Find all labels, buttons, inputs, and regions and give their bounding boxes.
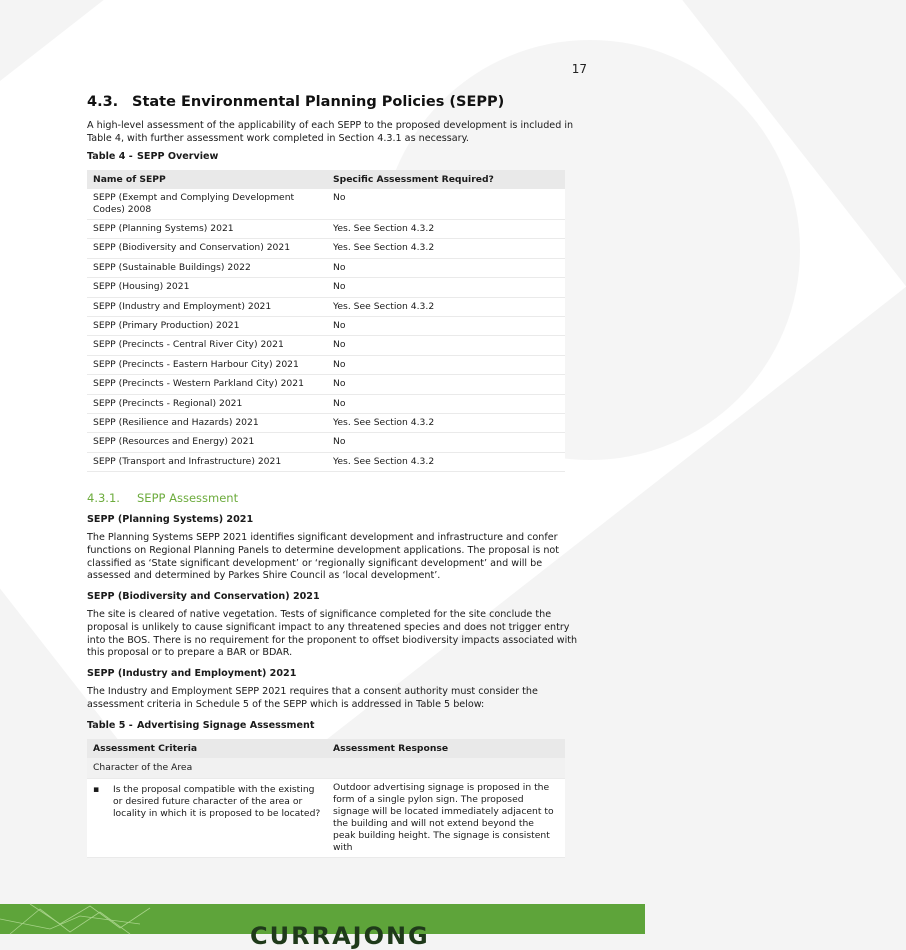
page-number: 17: [571, 62, 587, 76]
sepp-name-cell: SEPP (Precincts - Eastern Harbour City) 2021: [87, 355, 327, 374]
bullet-icon: ▪: [93, 783, 100, 795]
table-row: [87, 355, 565, 374]
table-row: [87, 239, 565, 258]
table-row: [87, 258, 565, 277]
table-row: [87, 189, 565, 220]
section-number: 4.3.: [87, 94, 119, 110]
table-row: [87, 336, 565, 355]
table-row: [87, 758, 565, 778]
sepp-name-cell: SEPP (Resources and Energy) 2021: [87, 433, 327, 452]
table4-label: Table 4 -: [87, 151, 133, 162]
table-row: [87, 433, 565, 452]
table5-criterion-cell: [87, 778, 327, 857]
sepp-name-cell: SEPP (Housing) 2021: [87, 278, 327, 297]
advertising-signage-table: [87, 739, 565, 858]
assessment-required-cell: Yes. See Section 4.3.2: [327, 297, 565, 316]
sepp-name-cell: SEPP (Industry and Employment) 2021: [87, 297, 327, 316]
table-row: [87, 220, 565, 239]
table5-caption: [87, 720, 314, 731]
table4-caption-text: SEPP Overview: [137, 151, 219, 162]
section-heading: [87, 94, 504, 110]
table4-header-required: Specific Assessment Required?: [327, 170, 565, 189]
section-intro: A high-level assessment of the applicability of each SEPP to the proposed development is included in Table 4, with further assessment work completed in Section 4.3.1 as necessary.: [87, 120, 574, 144]
block-heading-planning-systems: SEPP (Planning Systems) 2021: [87, 514, 254, 525]
assessment-required-cell: No: [327, 355, 565, 374]
block-text-biodiversity: The site is cleared of native vegetation. Tests of significance completed for the site conclude the proposal is unlikely to cause significant impact to any threatened species and does not trigger entry into the BOS. There is no requirement for the proponent to offset biodiversity impacts associated with this proposal or to prepare a BAR or BDAR.: [87, 609, 578, 659]
table5-label: Table 5 -: [87, 720, 133, 731]
table5-criterion-text: Is the proposal compatible with the existing or desired future character of the area or locality in which it is proposed to be located?: [113, 783, 321, 819]
block-text-planning-systems: The Planning Systems SEPP 2021 identifies significant development and infrastructure and confer functions on Regional Planning Panels to determine development applications. The proposal is not classified as ‘State significant development’ or ‘regionally significant development’ and will be assessed and determined by Parkes Shire Council as ‘local development’.: [87, 532, 560, 582]
sepp-overview-table: [87, 170, 565, 472]
assessment-required-cell: Yes. See Section 4.3.2: [327, 220, 565, 239]
table4-body: [87, 189, 565, 472]
assessment-required-cell: No: [327, 189, 565, 220]
sepp-name-cell: SEPP (Precincts - Regional) 2021: [87, 394, 327, 413]
sepp-name-cell: SEPP (Primary Production) 2021: [87, 316, 327, 335]
assessment-required-cell: No: [327, 278, 565, 297]
block-heading-biodiversity: SEPP (Biodiversity and Conservation) 2021: [87, 591, 320, 602]
footer-logo: CURRAJONG: [250, 922, 430, 950]
sepp-name-cell: SEPP (Transport and Infrastructure) 2021: [87, 452, 327, 471]
sepp-name-cell: SEPP (Resilience and Hazards) 2021: [87, 413, 327, 432]
sepp-name-cell: SEPP (Sustainable Buildings) 2022: [87, 258, 327, 277]
assessment-required-cell: No: [327, 336, 565, 355]
table4-caption: [87, 151, 218, 162]
assessment-required-cell: Yes. See Section 4.3.2: [327, 239, 565, 258]
assessment-required-cell: No: [327, 258, 565, 277]
subsection-title: SEPP Assessment: [137, 491, 239, 505]
table5-header-response: Assessment Response: [327, 739, 565, 758]
table5-response-text: Outdoor advertising signage is proposed in the form of a single pylon sign. The proposed signage will be located immediately adjacent to the building and will not extend beyond the peak building height. The signage is consistent with: [327, 778, 565, 857]
assessment-required-cell: No: [327, 375, 565, 394]
sepp-name-cell: SEPP (Exempt and Complying Development Codes) 2008: [87, 189, 327, 220]
block-text-industry-employment: The Industry and Employment SEPP 2021 requires that a consent authority must consider the assessment criteria in Schedule 5 of the SEPP which is addressed in Table 5 below:: [87, 686, 538, 710]
table5-header-criteria: Assessment Criteria: [87, 739, 327, 758]
table-row: [87, 452, 565, 471]
footer-band: [0, 904, 645, 950]
table-row: [87, 278, 565, 297]
assessment-required-cell: Yes. See Section 4.3.2: [327, 413, 565, 432]
assessment-required-cell: No: [327, 394, 565, 413]
table-row: [87, 394, 565, 413]
footer-map-pattern-icon: [0, 904, 160, 934]
subsection-heading: [87, 491, 238, 505]
assessment-required-cell: No: [327, 433, 565, 452]
sepp-name-cell: SEPP (Precincts - Western Parkland City) 2021: [87, 375, 327, 394]
table-row: [87, 778, 565, 857]
section-title: State Environmental Planning Policies (SEPP): [132, 94, 505, 110]
sepp-name-cell: SEPP (Planning Systems) 2021: [87, 220, 327, 239]
table-row: [87, 297, 565, 316]
assessment-required-cell: Yes. See Section 4.3.2: [327, 452, 565, 471]
sepp-name-cell: SEPP (Precincts - Central River City) 2021: [87, 336, 327, 355]
sepp-name-cell: SEPP (Biodiversity and Conservation) 2021: [87, 239, 327, 258]
table5-caption-text: Advertising Signage Assessment: [137, 720, 315, 731]
table-row: [87, 413, 565, 432]
table-row: [87, 316, 565, 335]
block-heading-industry-employment: SEPP (Industry and Employment) 2021: [87, 668, 297, 679]
table4-header-name: Name of SEPP: [87, 170, 327, 189]
table-row: [87, 375, 565, 394]
table5-group-label: Character of the Area: [87, 758, 565, 778]
subsection-number: 4.3.1.: [87, 491, 120, 505]
assessment-required-cell: No: [327, 316, 565, 335]
